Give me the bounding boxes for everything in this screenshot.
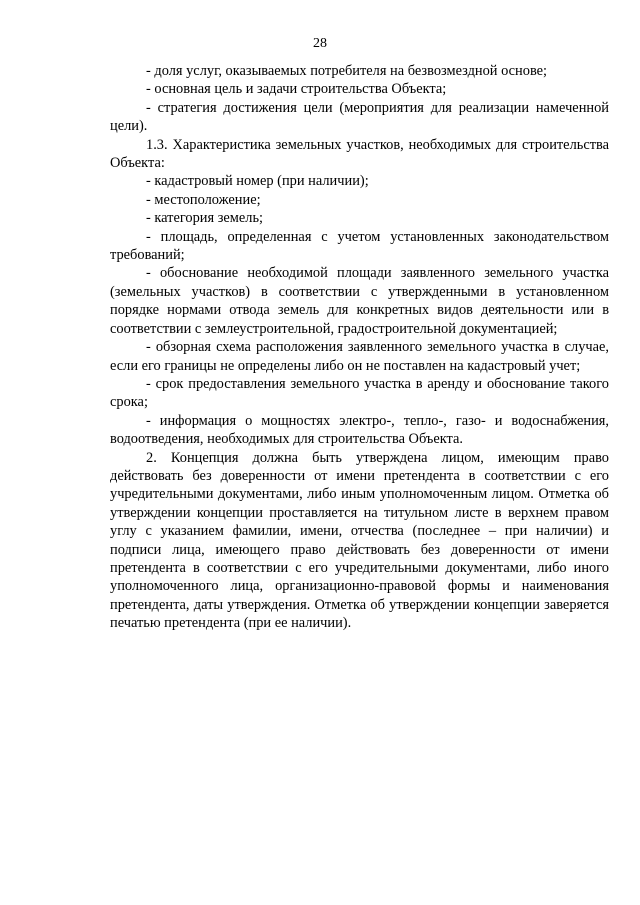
- section-1-3-heading: 1.3. Характеристика земельных участков, необходимых для строительства Объекта:: [110, 136, 609, 172]
- list-item-free-services-share: - доля услуг, оказываемых потребителя на безвозмездной основе;: [146, 63, 548, 79]
- list-item-cadastral-number: - кадастровый номер (при наличии);: [146, 173, 369, 190]
- list-item-main-goal: - основная цель и задачи строительства Объекта;: [146, 81, 447, 98]
- list-item-area-justification: - обоснование необходимой площади заявленного земельного участка (земельных участков) в соответствии с утвержденными в установленном порядке нормами отвода земель для конкретных видов деятельности или в соответствии с землеустроительной, градостроительной документацией;: [110, 265, 609, 337]
- page-number: 28: [313, 36, 327, 51]
- list-item-lease-term: - срок предоставления земельного участка в аренду и обоснование такого срока;: [110, 375, 609, 411]
- list-item-location: - местоположение;: [146, 191, 261, 208]
- section-2-paragraph: 2. Концепция должна быть утверждена лицом, имеющим право действовать без доверенности от имени претендента в соответствии с его учредительными документами, либо иным уполномоченным лицом. Отметка об утверждении концепции проставляется на титульном листе в верхнем правом углу с указанием фамилии, имени, отчества (последнее – при наличии) и подписи лица, имеющего право действовать без доверенности от имени претендента в соответствии с его учредительными документами, либо иного уполномоченного лица, организационно-правовой формы и наименования претендента, даты утверждения. Отметка об утверждении концепции заверяется печатью претендента (при ее наличии).: [110, 449, 609, 632]
- list-item-overview-scheme: - обзорная схема расположения заявленного земельного участка в случае, если его границы не определены либо он не поставлен на кадастровый учет;: [110, 339, 609, 374]
- document-body: [110, 62, 609, 633]
- list-item-utility-capacity: - информация о мощностях электро-, тепло-, газо- и водоснабжения, водоотведения, необходимых для строительства Объекта.: [110, 412, 609, 448]
- list-item-land-category: - категория земель;: [146, 210, 264, 227]
- list-item-strategy: - стратегия достижения цели (мероприятия для реализации намеченной цели).: [110, 99, 609, 135]
- list-item-area: - площадь, определенная с учетом установленных законодательством требований;: [110, 228, 609, 264]
